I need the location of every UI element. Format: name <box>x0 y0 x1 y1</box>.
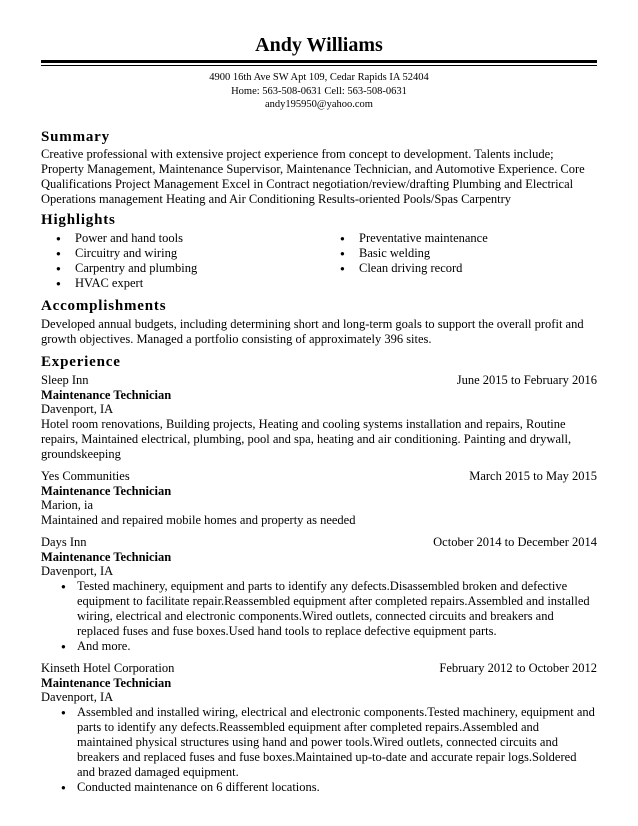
job-header <box>41 535 597 550</box>
highlights-right-column <box>313 231 597 291</box>
accomplishments-text: Developed annual budgets, including determining short and long-term goals to support the overall profit and growth objectives. Managed a portfolio consisting of approximately 396 sites. <box>41 316 584 346</box>
job-description: Hotel room renovations, Building projects, Heating and cooling systems installation and repairs, Routine repairs, Maintained electrical, plumbing, pool and spa, heating and air conditioning. Painting and drywall, groundskeeping <box>41 416 572 461</box>
job-bullets <box>41 705 597 795</box>
summary-text: Creative professional with extensive project experience from concept to development. Talents include; Property Management, Maintenance Supervisor, Maintenance Technician, and Automotive Experience. Core Qualifications Project Management Excel in Contract negotiation/review/drafting Plumbing and Electrical Operations management Heating and Air Conditioning Results-oriented Pools/Spas Carpentry <box>41 146 585 206</box>
highlights-section <box>41 211 597 291</box>
highlight-item: ● Clean driving record <box>325 261 597 276</box>
highlight-item: ● Power and hand tools <box>41 231 313 246</box>
job-bullet: ● Conducted maintenance on 6 different locations. <box>41 780 597 795</box>
job-company: Yes Communities <box>41 468 130 483</box>
accomplishments-title: Accomplishments <box>41 297 167 314</box>
job-location: Davenport, IA <box>41 401 114 416</box>
highlights-grid <box>41 231 597 291</box>
experience-section <box>41 353 597 795</box>
contact-address: 4900 16th Ave SW Apt 109, Cedar Rapids IA 52404 <box>209 72 429 83</box>
job-bullet: ● Assembled and installed wiring, electrical and electronic components.Tested machinery, equipment and parts to identify any defects.Reassembled equipment after completed repairs.Assembled and maintained physical structures using hand and power tools.Wired outlets, connected circuits and breakers and replaced fuses and fuse boxes.Maintained up-to-date and accurate repair logs.Soldered and brazed damaged equipment. <box>41 705 597 780</box>
summary-title: Summary <box>41 128 110 145</box>
highlight-item: ● Circuitry and wiring <box>41 246 313 261</box>
job-dates: February 2012 to October 2012 <box>439 660 597 675</box>
job-header <box>41 661 597 676</box>
contact-block <box>41 71 597 112</box>
job-entry <box>41 469 597 528</box>
job-title: Maintenance Technician <box>41 549 172 564</box>
job-dates: October 2014 to December 2014 <box>433 534 597 549</box>
job-title: Maintenance Technician <box>41 675 172 690</box>
experience-title: Experience <box>41 353 121 370</box>
job-company: Days Inn <box>41 534 87 549</box>
job-header <box>41 373 597 388</box>
candidate-name: Andy Williams <box>255 34 383 56</box>
contact-phones: Home: 563-508-0631 Cell: 563-508-0631 <box>231 85 407 97</box>
job-title: Maintenance Technician <box>41 387 172 402</box>
highlight-item: ● Carpentry and plumbing <box>41 261 313 276</box>
job-entry <box>41 373 597 462</box>
contact-email: andy195950@yahoo.com <box>265 99 373 110</box>
highlight-item: ● HVAC expert <box>41 276 313 291</box>
job-company: Sleep Inn <box>41 372 89 387</box>
accomplishments-section <box>41 297 597 347</box>
job-bullet: ● Tested machinery, equipment and parts to identify any defects.Disassembled broken and defective equipment to facilitate repair.Reassembled equipment after completed repairs.Assembled and installed wiring, electrical and electronic components.Wired outlets, connected circuits and breakers and replaced fuses and fuse boxes.Used hand tools to replace defective equipment parts. <box>41 579 597 639</box>
summary-section <box>41 128 597 207</box>
job-entry <box>41 535 597 654</box>
header-rule-thin <box>41 65 597 66</box>
job-bullet: ● And more. <box>41 639 597 654</box>
job-header <box>41 469 597 484</box>
job-description: Maintained and repaired mobile homes and property as needed <box>41 512 356 527</box>
highlights-left-column <box>41 231 313 291</box>
job-dates: June 2015 to February 2016 <box>456 372 597 387</box>
job-bullets <box>41 579 597 654</box>
job-title: Maintenance Technician <box>41 483 172 498</box>
highlight-item: ● Preventative maintenance <box>325 231 597 246</box>
job-entry <box>41 661 597 795</box>
job-location: Davenport, IA <box>41 689 114 704</box>
highlights-title: Highlights <box>41 211 116 228</box>
job-company: Kinseth Hotel Corporation <box>41 660 175 675</box>
header-rule-thick <box>41 60 597 63</box>
job-location: Davenport, IA <box>41 563 114 578</box>
highlight-item: ● Basic welding <box>325 246 597 261</box>
job-dates: March 2015 to May 2015 <box>469 468 597 483</box>
job-location: Marion, ia <box>41 497 94 512</box>
